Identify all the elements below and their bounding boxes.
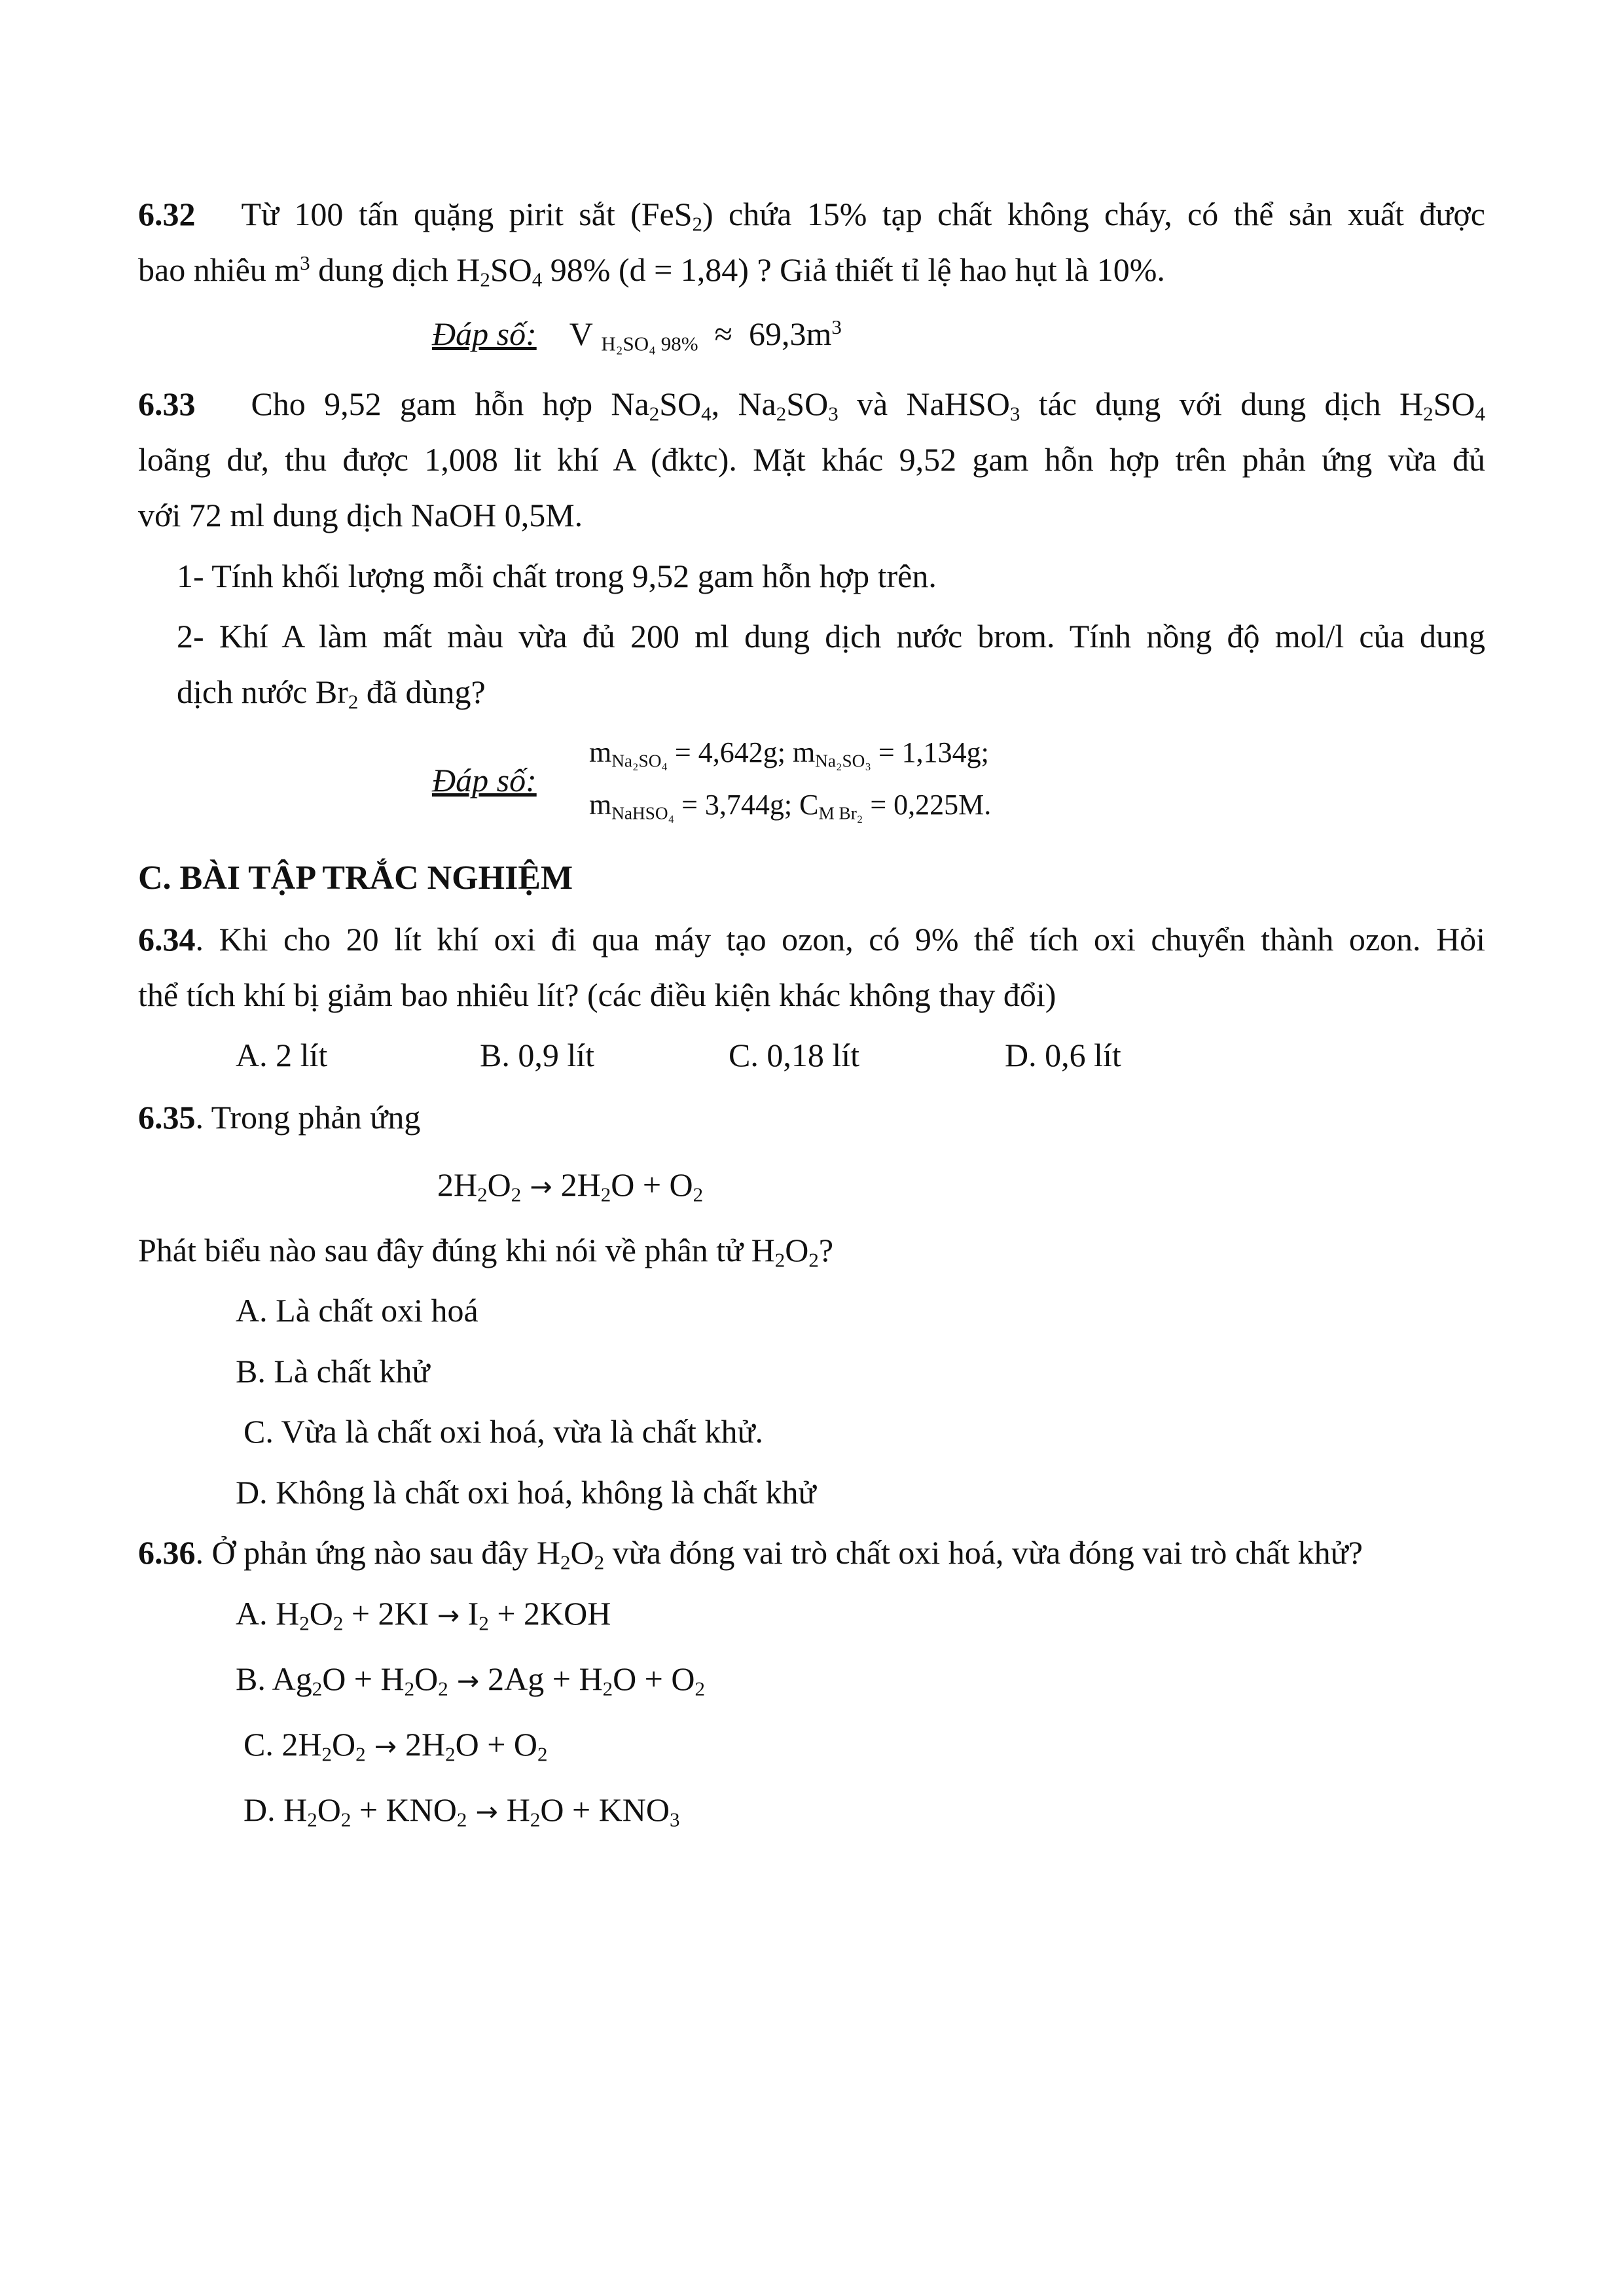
q633-part-text: 2- Khí A làm mất màu vừa đủ 200 ml dung dịch nước brom. Tính nồng độ mol/l của dung <box>177 618 1485 655</box>
answer-symbol: V <box>569 315 593 352</box>
subscript: 2 <box>530 1808 541 1831</box>
subscript: 2 <box>600 1183 611 1206</box>
subscript: 2 <box>445 1742 456 1766</box>
option-text: + 2KOH <box>488 1595 611 1632</box>
reaction-arrow: → <box>521 1171 561 1202</box>
subscript: 2 <box>307 1808 317 1831</box>
subscript: 2 <box>477 1183 488 1206</box>
q633-line2 <box>138 439 1485 480</box>
option-text: O + KNO <box>540 1791 670 1828</box>
q634-text: thể tích khí bị giảm bao nhiêu lít? (các điều kiện khác không thay đổi) <box>138 977 1056 1013</box>
q632-text: SO <box>490 251 532 288</box>
q634-option-c[interactable]: C. 0,18 lít <box>729 1037 860 1073</box>
q632-text: dung dịch H <box>310 251 480 288</box>
reaction-arrow: → <box>365 1731 405 1762</box>
reaction-arrow: → <box>448 1665 488 1696</box>
subscript: M Br₂ <box>818 803 863 823</box>
option-text: A. H <box>236 1595 300 1632</box>
equation-part: O + O <box>611 1166 693 1203</box>
subscript: 2 <box>511 1183 522 1206</box>
subscript: 2 <box>1423 402 1434 425</box>
answer-value: = 4,642g; m <box>667 736 816 768</box>
q633-part-text: đã dùng? <box>358 673 486 710</box>
subscript: 2 <box>355 1742 366 1766</box>
q633-part2-line2 <box>177 671 486 713</box>
subscript: NaHSO₄ <box>611 803 675 823</box>
subscript: 2 <box>594 1551 605 1574</box>
q635-option-c[interactable]: C. Vừa là chất oxi hoá, vừa là chất khử. <box>244 1413 764 1450</box>
equation-part: 2H <box>560 1166 601 1203</box>
q635-text: . Trong phản ứng <box>195 1099 421 1136</box>
q633-line1 <box>138 383 1485 425</box>
q632-number: 6.32 <box>138 196 196 232</box>
option-text: 2H <box>405 1726 446 1763</box>
q633-text: SO <box>659 386 702 422</box>
q636-option-b[interactable] <box>236 1658 705 1702</box>
subscript: Na₂SO₃ <box>815 751 871 771</box>
q635-option-a[interactable]: A. Là chất oxi hoá <box>236 1292 478 1329</box>
subscript: 2 <box>340 1808 352 1831</box>
subscript: 2 <box>774 1248 785 1272</box>
q633-part-text: 1- Tính khối lượng mỗi chất trong 9,52 gam hỗn hợp trên. <box>177 558 937 594</box>
q634-text: . Khi cho 20 lít khí oxi đi qua máy tạo ozon, có 9% thể tích oxi chuyển thành ozon. Hỏi <box>195 921 1485 958</box>
option-text: C. 2H <box>244 1726 322 1763</box>
subscript: 2 <box>404 1677 415 1700</box>
q633-answer-line1 <box>589 732 989 774</box>
q636-number: 6.36 <box>138 1534 196 1571</box>
subscript: 2 <box>692 212 703 236</box>
q633-number: 6.33 <box>138 386 196 422</box>
q636-line1 <box>138 1532 1363 1573</box>
q635-text: Phát biểu nào sau đây đúng khi nói về phân tử H <box>138 1232 775 1268</box>
q634-option-b[interactable]: B. 0,9 lít <box>480 1037 595 1073</box>
q636-option-a[interactable] <box>236 1592 611 1636</box>
reaction-arrow: → <box>467 1796 507 1827</box>
q634-option-d[interactable]: D. 0,6 lít <box>1005 1037 1121 1073</box>
q636-text: vừa đóng vai trò chất oxi hoá, vừa đóng vai trò chất khử? <box>604 1534 1363 1571</box>
subscript: 2 <box>808 1248 819 1272</box>
subscript: 2 <box>348 690 359 713</box>
superscript: 3 <box>300 251 310 274</box>
approx-sign: ≈ <box>714 315 732 352</box>
q633-text: , Na <box>711 386 776 422</box>
subscript: 2 <box>333 1611 344 1635</box>
option-text: O <box>414 1660 439 1697</box>
option-text: O + H <box>322 1660 405 1697</box>
q633-answer-label <box>432 759 537 801</box>
subscript: H₂SO₄ 98% <box>601 332 698 355</box>
q632-line1 <box>138 193 1485 235</box>
q633-part2-line1 <box>177 615 1485 657</box>
q634-option-a[interactable]: A. 2 lít <box>236 1037 328 1073</box>
answer-value: = 1,134g; <box>871 736 989 768</box>
option-text: + 2KI <box>343 1595 437 1632</box>
q633-text: và NaHSO <box>838 386 1010 422</box>
equation-part: O <box>487 1166 511 1203</box>
answer-value: = 3,744g; C <box>674 789 819 821</box>
subscript: 2 <box>438 1677 448 1700</box>
answer-value: 69,3m <box>749 315 832 352</box>
subscript: 4 <box>1475 402 1485 425</box>
answer-symbol: m <box>589 789 612 821</box>
q633-text: loãng dư, thu được 1,008 lit khí A (đktc). Mặt khác 9,52 gam hỗn hợp trên phản ứng vừa đủ <box>138 441 1485 478</box>
subscript: 2 <box>312 1677 323 1700</box>
subscript: Na₂SO₄ <box>611 751 668 771</box>
q633-part1 <box>177 555 937 597</box>
subscript: 2 <box>478 1611 489 1635</box>
subscript: 3 <box>670 1808 680 1831</box>
option-text: I <box>460 1595 479 1632</box>
q632-text: Từ 100 tấn quặng pirit sắt (FeS <box>241 196 693 232</box>
superscript: 3 <box>831 315 842 338</box>
q632-text: bao nhiêu m <box>138 251 300 288</box>
subscript: 2 <box>299 1611 310 1635</box>
section-heading: C. BÀI TẬP TRẮC NGHIỆM <box>138 859 573 897</box>
subscript: 2 <box>456 1808 467 1831</box>
q636-text: O <box>570 1534 594 1571</box>
q635-text: O <box>785 1232 809 1268</box>
q635-equation <box>437 1164 703 1208</box>
subscript: 3 <box>828 402 839 425</box>
q633-text: SO <box>786 386 829 422</box>
q633-text: với 72 ml dung dịch NaOH 0,5M. <box>138 497 583 533</box>
reaction-arrow: → <box>437 1600 460 1631</box>
equation-part: 2H <box>437 1166 478 1203</box>
subscript: 2 <box>480 268 490 291</box>
q635-option-b[interactable]: B. Là chất khử <box>236 1353 430 1390</box>
q633-part-text: dịch nước Br <box>177 673 348 710</box>
q634-number: 6.34 <box>138 921 196 958</box>
q632-text: 98% (d = 1,84) ? Giả thiết tỉ lệ hao hụt là 10%. <box>542 251 1165 288</box>
subscript: 2 <box>649 402 660 425</box>
answer-value: = 0,225M. <box>863 789 992 821</box>
q633-line3 <box>138 494 583 536</box>
q635-statement <box>138 1229 833 1271</box>
subscript: 2 <box>560 1551 571 1574</box>
q634-line1 <box>138 918 1485 960</box>
subscript: 3 <box>1009 402 1020 425</box>
option-text: + KNO <box>351 1791 457 1828</box>
subscript: 2 <box>602 1677 613 1700</box>
q633-text: SO <box>1433 386 1475 422</box>
option-text: O <box>309 1595 333 1632</box>
q634-line2 <box>138 974 1056 1016</box>
subscript: 2 <box>693 1183 704 1206</box>
answer-symbol: m <box>589 736 612 768</box>
q633-text: tác dụng với dung dịch H <box>1020 386 1424 422</box>
option-text: O + O <box>613 1660 695 1697</box>
subscript: 4 <box>532 268 543 291</box>
q635-option-d[interactable]: D. Không là chất oxi hoá, không là chất khử <box>236 1474 816 1511</box>
q632-text: ) chứa 15% tạp chất không cháy, có thể sản xuất được <box>702 196 1485 232</box>
option-text: D. H <box>244 1791 308 1828</box>
option-text: B. Ag <box>236 1660 312 1697</box>
q636-option-c[interactable] <box>244 1723 548 1767</box>
subscript: 2 <box>321 1742 332 1766</box>
answer-label: Đáp số: <box>432 315 537 352</box>
q636-option-d[interactable] <box>244 1789 680 1833</box>
q633-answer-line2 <box>589 784 991 826</box>
q636-text: . Ở phản ứng nào sau đây H <box>195 1534 561 1571</box>
q635-number: 6.35 <box>138 1099 196 1136</box>
q633-text: Cho 9,52 gam hỗn hợp Na <box>251 386 649 422</box>
option-text: O <box>331 1726 356 1763</box>
q632-line2 <box>138 249 1165 291</box>
q632-answer <box>432 313 842 355</box>
subscript: 2 <box>776 402 787 425</box>
subscript: 2 <box>695 1677 705 1700</box>
answer-label: Đáp số: <box>432 762 537 798</box>
option-text: H <box>506 1791 530 1828</box>
option-text: O + O <box>455 1726 538 1763</box>
option-text: O <box>317 1791 341 1828</box>
q635-text: ? <box>818 1232 834 1268</box>
q635-line1 <box>138 1096 420 1138</box>
subscript: 2 <box>537 1742 548 1766</box>
option-text: 2Ag + H <box>488 1660 603 1697</box>
subscript: 4 <box>701 402 712 425</box>
